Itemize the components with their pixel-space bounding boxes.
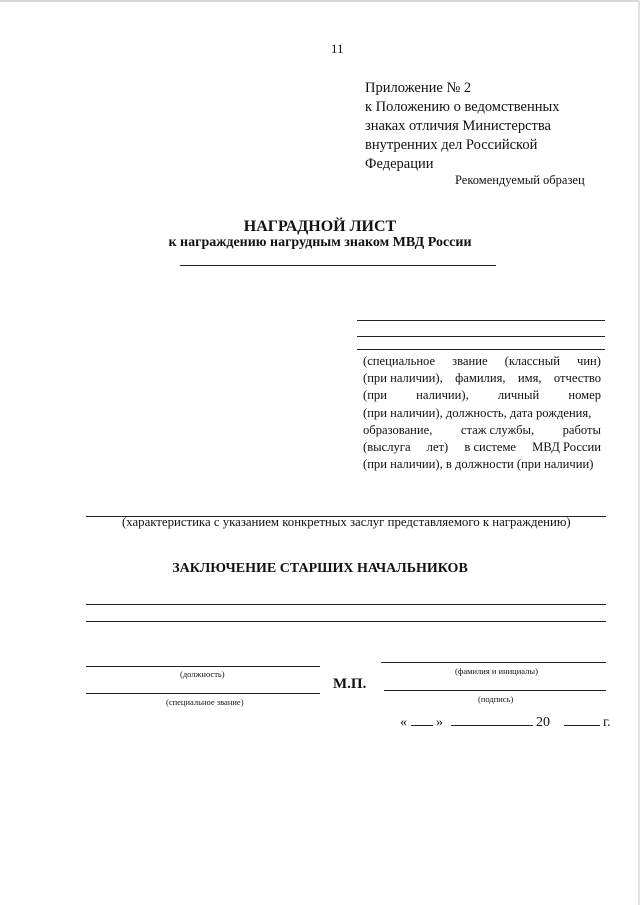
nominee-caption-row (363, 456, 601, 473)
nominee-caption-row (363, 405, 601, 422)
surname-line (381, 662, 606, 663)
nominee-caption-row (363, 387, 601, 404)
stamp-label: М.П. (333, 676, 367, 692)
caption-word: (при наличии), (363, 371, 443, 386)
caption-word: отчество (553, 371, 601, 386)
day-blank (411, 713, 433, 726)
nominee-line-3 (357, 349, 605, 350)
year-blank (564, 713, 600, 726)
appendix-line: к Положению о ведомственных (365, 99, 560, 115)
caption-word: (при наличии), в должности (при наличии) (363, 457, 594, 472)
caption-word: номер (568, 388, 601, 403)
special-rank-line (86, 693, 320, 694)
signature-line (384, 690, 606, 691)
caption-word: чин) (576, 354, 601, 368)
page-number: 11 (331, 41, 344, 56)
appendix-line: знаках отличия Министерства (365, 118, 551, 134)
appendix-line: Приложение № 2 (365, 80, 472, 96)
caption-word: (классный (504, 354, 560, 368)
position-line (86, 666, 320, 667)
month-blank (451, 713, 533, 726)
caption-word: образование, (363, 422, 433, 437)
caption-word: лет) (426, 440, 449, 455)
caption-word: фамилия, (455, 371, 506, 386)
caption-word: (при наличии), должность, дата рождения, (363, 405, 592, 420)
year-suffix: г. (603, 715, 611, 730)
conclusion-title: ЗАКЛЮЧЕНИЕ СТАРШИХ НАЧАЛЬНИКОВ (172, 561, 468, 576)
caption-word: МВД России (532, 440, 601, 455)
caption-word: личный (497, 388, 540, 403)
caption-word: (при (363, 388, 387, 403)
document-subtitle: к награждению нагрудным знаком МВД России (168, 235, 472, 250)
nominee-line-2 (357, 336, 605, 337)
caption-word: наличии), (416, 388, 469, 403)
nominee-caption-row (363, 353, 601, 370)
nominee-caption-row (363, 422, 601, 439)
appendix-header (365, 79, 559, 174)
appendix-line: Федерации (365, 156, 434, 172)
year-prefix: 20 (536, 715, 550, 730)
position-caption: (должность) (180, 669, 225, 679)
nominee-caption-row (363, 439, 601, 456)
date-open-quote: « (400, 715, 407, 730)
award-name-line (180, 265, 496, 266)
caption-word: имя, (517, 371, 542, 386)
nominee-caption (363, 353, 601, 473)
scan-edge-top (0, 0, 640, 2)
characteristic-caption: (характеристика с указанием конкретных заслуг представляемого к награждению) (122, 515, 571, 529)
caption-word: стаж службы, (460, 422, 535, 437)
recommended-sample-label: Рекомендуемый образец (455, 173, 585, 187)
signature-caption: (подпись) (478, 694, 514, 704)
caption-word: звание (452, 354, 488, 368)
special-rank-caption: (специальное звание) (166, 697, 244, 707)
conclusion-line-2 (86, 621, 606, 622)
date-close-quote: » (436, 715, 443, 730)
nominee-line-1 (357, 320, 605, 321)
caption-word: (специальное (363, 354, 436, 368)
caption-word: работы (562, 422, 601, 437)
appendix-line: внутренних дел Российской (365, 137, 538, 153)
date-row (400, 713, 611, 731)
caption-word: (выслуга (363, 440, 411, 455)
nominee-caption-row (363, 370, 601, 387)
conclusion-line-1 (86, 604, 606, 605)
surname-initials-caption: (фамилия и инициалы) (455, 666, 538, 676)
document-title: НАГРАДНОЙ ЛИСТ (243, 218, 397, 235)
caption-word: в системе (464, 440, 517, 455)
